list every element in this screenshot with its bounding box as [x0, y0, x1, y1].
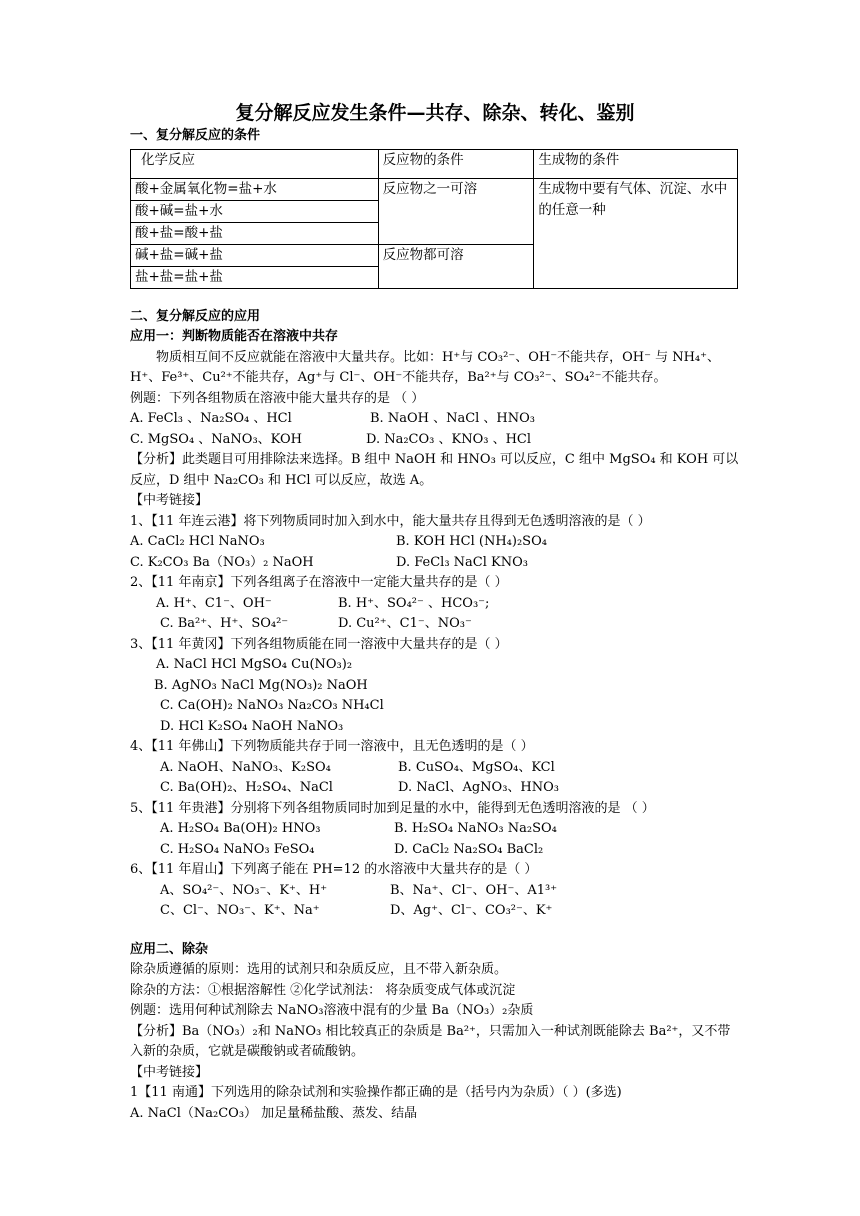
option-b: B. KOH HCl (NH₄)₂SO₄: [396, 534, 547, 549]
option-a: A. NaOH、NaNO₃、K₂SO₄: [160, 759, 331, 775]
option-row: [130, 614, 740, 635]
principle-text: 除杂质遵循的原则：选用的试剂只和杂质反应，且不带入新杂质。: [130, 962, 508, 977]
option-c: C. MgSO₄ 、NaNO₃、KOH: [130, 431, 303, 447]
table-row: [131, 178, 738, 200]
option-a: A. H⁺、C1⁻、OH⁻: [156, 595, 272, 611]
option-c: C. Ba(OH)₂、H₂SO₄、NaCl: [160, 780, 333, 795]
option-row: [130, 409, 740, 430]
option-row: [130, 532, 740, 553]
method-text: 除杂的方法：①根据溶解性 ②化学试剂法： 将杂质变成气体或沉淀: [130, 982, 516, 998]
option-c: C. Ba²⁺、H⁺、SO₄²⁻: [160, 616, 289, 631]
reaction-cell: 碱+盐=碱+盐: [131, 244, 379, 266]
reactant-condition-cell: 反应物之一可溶: [378, 178, 534, 244]
option-d: D、Ag⁺、Cl⁻、CO₃²⁻、K⁺: [390, 903, 553, 918]
exam-link-heading: 【中考链接】: [130, 493, 209, 508]
option-c: C. H₂SO₄ NaNO₃ FeSO₄: [160, 841, 315, 857]
question-5: 5、【11 年贵港】分别将下列各组物质同时加到足量的水中，能得到无色透明溶液的是 （ ）: [130, 800, 655, 816]
section2-heading: 二、复分解反应的应用: [130, 308, 261, 324]
option-a: A、SO₄²⁻、NO₃⁻、K⁺、H⁺: [160, 882, 328, 898]
option-c: C. Ca(OH)₂ NaNO₃ Na₂CO₃ NH₄Cl: [160, 698, 384, 713]
header-product: 生成物的条件: [534, 149, 738, 178]
question-7: 1【11 南通】下列选用的除杂试剂和实验操作都正确的是（括号内为杂质）（ ）(多选): [130, 1085, 622, 1100]
header-reactant: 反应物的条件: [378, 149, 534, 178]
option-a: A. NaCl HCl MgSO₄ Cu(NO₃)₂: [156, 657, 353, 672]
option-row: [130, 430, 740, 451]
option-c: C、Cl⁻、NO₃⁻、K⁺、Na⁺: [160, 903, 320, 918]
reactant-condition-cell: 反应物都可溶: [378, 244, 534, 288]
option-row: [130, 758, 740, 779]
product-condition-cell: 生成物中要有气体、沉淀、水中的任意一种: [534, 178, 738, 288]
reaction-cell: 酸+金属氧化物=盐+水: [131, 178, 379, 200]
option-d: D. CaCl₂ Na₂SO₄ BaCl₂: [394, 841, 544, 857]
section1-heading: 一、复分解反应的条件: [130, 128, 261, 143]
question-6: 6、【11 年眉山】下列离子能在 PH=12 的水溶液中大量共存的是（ ）: [130, 862, 538, 877]
table-header-row: [131, 149, 738, 178]
option-b: B. H₂SO₄ NaNO₃ Na₂SO₄: [394, 821, 557, 836]
conditions-table: [130, 149, 738, 289]
application1-heading: 应用一：判断物质能否在溶液中共存: [130, 329, 339, 344]
option-a: A. FeCl₃ 、Na₂SO₄ 、HCl: [130, 411, 292, 426]
option-d: D. Cu²⁺、C1⁻、NO₃⁻: [338, 616, 472, 631]
option-b: B. NaOH 、NaCl 、HNO₃: [370, 411, 536, 426]
option-b: B. H⁺、SO₄²⁻ 、HCO₃⁻;: [338, 595, 490, 611]
page-title: 复分解反应发生条件—共存、除杂、转化、鉴别: [235, 102, 635, 124]
question-2: 2、【11 年南京】下列各组离子在溶液中一定能大量共存的是（ ）: [130, 575, 508, 590]
option-d: D. NaCl、AgNO₃、HNO₃: [398, 780, 559, 795]
option-a: A. NaCl（Na₂CO₃） 加足量稀盐酸、蒸发、结晶: [130, 1105, 418, 1121]
option-d: D. HCl K₂SO₄ NaOH NaNO₃: [160, 718, 344, 734]
option-b: B. AgNO₃ NaCl Mg(NO₃)₂ NaOH: [154, 677, 368, 693]
example2-question: 例题：选用何种试剂除去 NaNO₃溶液中混有的少量 Ba（NO₃）₂杂质: [130, 1003, 534, 1018]
option-a: A. CaCl₂ HCl NaNO₃: [130, 534, 265, 549]
option-b: B、Na⁺、Cl⁻、OH⁻、A1³⁺: [390, 882, 558, 898]
option-a: A. H₂SO₄ Ba(OH)₂ HNO₃: [160, 821, 321, 836]
question-4: 4、【11 年佛山】下列物质能共存于同一溶液中，且无色透明的是（ ）: [130, 739, 534, 754]
option-row: [130, 840, 740, 861]
example-question: 例题：下列各组物质在溶液中能大量共存的是 （ ）: [130, 390, 425, 406]
exam-link2-heading: 【中考链接】: [130, 1064, 209, 1080]
intro-paragraph: 物质相互间不反应就能在溶液中大量共存。比如：H⁺与 CO₃²⁻、OH⁻不能共存，OH⁻ 与 NH₄⁺、H⁺、Fe³⁺、Cu²⁺不能共存，Ag⁺与 Cl⁻、OH⁻不能共存，Ba²⁺与 CO₃²⁻、SO₄²⁻不能共存。: [130, 349, 720, 385]
header-reaction: 化学反应: [131, 149, 379, 178]
reaction-cell: 盐+盐=盐+盐: [131, 266, 379, 288]
reaction-cell: 酸+碱=盐+水: [131, 200, 379, 222]
option-row: [130, 819, 740, 840]
option-b: B. CuSO₄、MgSO₄、KCl: [398, 759, 555, 775]
option-d: D. Na₂CO₃ 、KNO₃ 、HCl: [366, 431, 532, 447]
option-c: C. K₂CO₃ Ba（NO₃）₂ NaOH: [130, 554, 314, 570]
question-1: 1、【11 年连云港】将下列物质同时加入到水中，能大量共存且得到无色透明溶液的是（ ）: [130, 513, 651, 529]
option-row: [130, 553, 740, 574]
option-row: [130, 881, 740, 902]
analysis2-paragraph: 【分析】Ba（NO₃）₂和 NaNO₃ 相比较真正的杂质是 Ba²⁺，只需加入一种试剂既能除去 Ba²⁺，又不带入新的杂质，它就是碳酸钠或者硫酸钠。: [130, 1023, 731, 1059]
option-row: [130, 778, 740, 799]
document-page: [130, 100, 740, 1124]
option-row: [130, 594, 740, 615]
reaction-cell: 酸+盐=酸+盐: [131, 222, 379, 244]
option-row: [130, 901, 740, 922]
analysis-paragraph: 【分析】此类题目可用排除法来选择。B 组中 NaOH 和 HNO₃ 可以反应，C 组中 MgSO₄ 和 KOH 可以反应，D 组中 Na₂CO₃ 和 HCl 可以反应，故选 A。: [130, 452, 739, 488]
application2-heading: 应用二、除杂: [130, 941, 209, 957]
option-d: D. FeCl₃ NaCl KNO₃: [396, 554, 528, 570]
question-3: 3、【11 年黄冈】下列各组物质能在同一溶液中大量共存的是（ ）: [130, 636, 508, 652]
